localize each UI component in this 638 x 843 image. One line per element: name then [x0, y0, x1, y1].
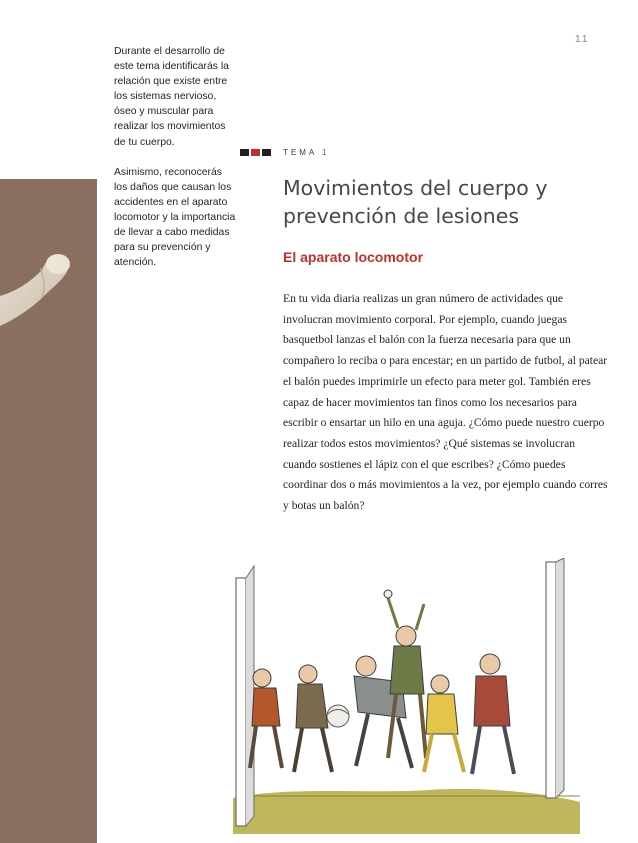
bone-joint-image [0, 238, 112, 338]
section-subtitle: El aparato locomotor [283, 249, 424, 265]
body-paragraph: En tu vida diaria realizas un gran número de actividades que involucran movimiento corporal. Por ejemplo, cuando juegas basquetbol lanzas el balón con la fuerza necesaria para que un compañero lo reciba o para encestar; en un partido de futbol, al patear el balón puedes imprimirle un efecto para meter gol. También eres capaz de hacer movimientos tan finos como los necesarios para escribir o ensartar un hilo en una aguja. ¿Cómo puede nuestro cuerpo realizar todos estos movimientos? ¿Qué sistemas se involucran cuando sostienes el lápiz con el que escribes? ¿Cómo puedes coordinar dos o más movimientos a la vez, por ejemplo cuando corres y botas un balón? [283, 292, 608, 513]
tema-label-text: TEMA [283, 148, 317, 157]
intro-paragraph: Durante el desarrollo de este tema identificarás la relación que existe entre los sistemas nervioso, óseo y muscular para realizar los movimientos de tu cuerpo. [114, 46, 229, 148]
tema-squares-icon [240, 149, 271, 156]
children-playing-illustration [228, 558, 583, 834]
tema-number: 1 [322, 148, 330, 157]
tema-label [283, 148, 329, 157]
page-number: 11 [575, 34, 590, 45]
page-title: Movimientos del cuerpo y prevención de lesiones [283, 176, 548, 228]
intro-paragraph: Asimismo, reconocerás los daños que causan los accidentes en el aparato locomotor y la importancia de llevar a cabo medidas para su prevención y atención. [114, 166, 236, 269]
intro-sidebar [114, 44, 238, 270]
